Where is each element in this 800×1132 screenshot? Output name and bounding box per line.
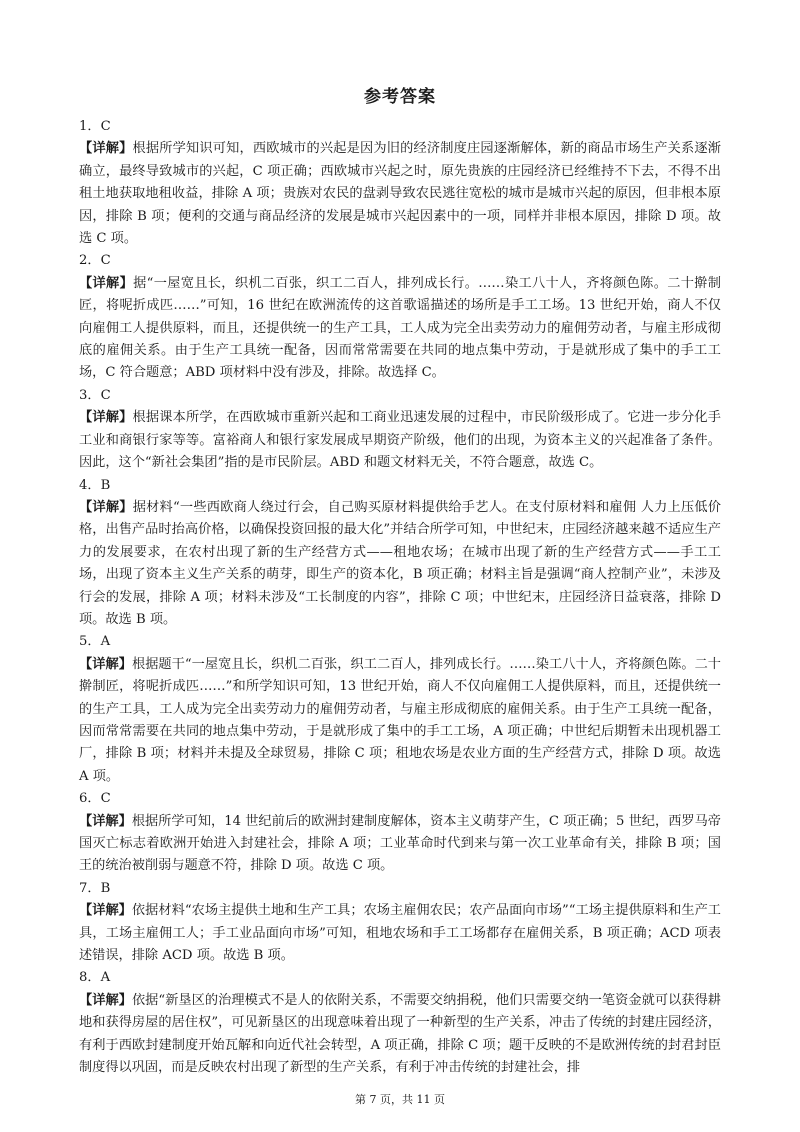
answer-list [79, 116, 721, 1079]
answer-number: 5．A [79, 634, 111, 650]
answer-page [79, 84, 721, 1079]
explanation-tag: 【详解】 [79, 499, 133, 515]
explanation-tag: 【详解】 [79, 813, 132, 829]
explanation-text: 根据所学可知，14 世纪前后的欧洲封建制度解体，资本主义萌芽产生，C 项正确；5 世纪，西罗马帝国灭亡标志着欧洲开始进入封建社会，排除 A 项；工业革命时代到来与第一次工业革命有关，排除 B 项；国王的统治被削弱与题意不符，排除 D 项。故选 C 项。 [79, 813, 721, 874]
answer-explanation [79, 273, 721, 385]
explanation-text: 依据“新垦区的治理模式不是人的依附关系，不需要交纳捐税，他们只需要交纳一笔资金就可以获得耕地和获得房屋的居住权”，可见新垦区的出现意味着出现了一种新型的生产关系，冲击了传统的封建庄园经济，有利于西欧封建制度开始瓦解和向近代社会转型，A 项正确，排除 C 项；题干反映的不是欧洲传统的封君封臣制度得以巩固，而是反映农村出现了新型的生产关系，有利于冲击传统的封建社会，排 [79, 992, 721, 1076]
answer-number: 4．B [79, 477, 111, 493]
explanation-text: 根据所学知识可知，西欧城市的兴起是因为旧的经济制度庄园逐渐解体，新的商品市场生产关系逐渐确立，最终导致城市的兴起，C 项正确；西欧城市兴起之时，原先贵族的庄园经济已经维持不下去，不得不出租土地获取地租收益，排除 A 项；贵族对农民的盘剥导致农民逃往宽松的城市是城市兴起的原因，但非根本原因，排除 B 项；便利的交通与商品经济的发展是城市兴起因素中的一项，同样并非根本原因，排除 D 项。故选 C 项。 [79, 141, 721, 247]
answer-number: 8．A [79, 970, 111, 986]
explanation-tag: 【详解】 [79, 903, 132, 919]
explanation-tag: 【详解】 [79, 410, 133, 426]
answer-explanation [79, 654, 721, 788]
page-footer: 第 7 页，共 11 页 [355, 1093, 445, 1106]
page-title: 参考答案 [364, 87, 436, 107]
answer-number: 2．C [79, 253, 111, 269]
answer-explanation [79, 900, 721, 967]
explanation-text: 根据课本所学，在西欧城市重新兴起和工商业迅速发展的过程中，市民阶级形成了。它进一步分化手工业和商银行家等等。富裕商人和银行家发展成早期资产阶级，他们的出现，为资本主义的兴起准备了条件。因此，这个“新社会集团”指的是市民阶层。ABD 和题文材料无关，不符合题意，故选 C。 [79, 410, 721, 471]
explanation-text: 根据题干“一屋宽且长，织机二百张，织工二百人，排列成长行。……染工八十人，齐将颜色陈。二十擀制匠，将呢折成匹……”和所学知识可知，13 世纪开始，商人不仅向雇佣工人提供原料，而且，还提供统一的生产工具，工人成为完全出卖劳动力的雇佣劳动者，与雇主形成彻底的雇佣关系。由于生产工具统一配备，因而常常需要在共同的地点集中劳动，于是就形成了集中的手工工场，A 项正确；中世纪后期暂未出现机器工厂，排除 B 项；材料并未提及全球贸易，排除 C 项；租地农场是农业方面的生产经营方式，排除 D 项。故选 A 项。 [79, 656, 721, 784]
explanation-text: 据“一屋宽且长，织机二百张，织工二百人，排列成长行。……染工八十人，齐将颜色陈。二十擀制匠，将呢折成匹……”可知，16 世纪在欧洲流传的这首歌谣描述的场所是手工工场。13 世纪开始，商人不仅向雇佣工人提供原料，而且，还提供统一的生产工具，工人成为完全出卖劳动力的雇佣劳动者，与雇主形成彻底的雇佣关系。由于生产工具统一配备，因而常常需要在共同的地点集中劳动，于是就形成了集中的手工工场，C 符合题意；ABD 项材料中没有涉及，排除。故选择 C。 [79, 275, 721, 381]
answer-explanation [79, 497, 721, 631]
answer-explanation [79, 990, 721, 1080]
explanation-text: 据材料“一些西欧商人绕过行会，自己购买原材料提供给手艺人。在支付原材料和雇佣 人力上压低价格，出售产品时抬高价格，以确保投资回报的最大化”并结合所学可知，中世纪末，庄园经济越来越不适应生产力的发展要求，在农村出现了新的生产经营方式——租地农场；在城市出现了新的生产经营方式——手工工场，出现了资本主义生产关系的萌芽，即生产的资本化，B 项正确；材料主旨是强调“商人控制产业”，未涉及行会的发展，排除 A 项；材料未涉及“工长制度的内容”，排除 C 项；中世纪末，庄园经济日益衰落，排除 D 项。故选 B 项。 [79, 499, 721, 627]
explanation-tag: 【详解】 [79, 141, 133, 157]
answer-explanation [79, 811, 721, 878]
explanation-tag: 【详解】 [79, 656, 132, 672]
explanation-tag: 【详解】 [79, 275, 134, 291]
answer-number: 7．B [79, 880, 111, 896]
answer-number: 6．C [79, 791, 111, 807]
answer-number: 1．C [79, 119, 111, 134]
answer-explanation [79, 407, 721, 474]
explanation-tag: 【详解】 [79, 992, 132, 1008]
explanation-text: 依据材料“农场主提供土地和生产工具；农场主雇佣农民；农产品面向市场”“工场主提供原料和生产工具，工场主雇佣工人；手工业品面向市场”可知，租地农场和手工工场都存在雇佣关系，B 项正确；ACD 项表述错误，排除 ACD 项。故选 B 项。 [79, 903, 721, 964]
answer-number: 3．C [79, 387, 111, 403]
answer-explanation [79, 138, 721, 250]
